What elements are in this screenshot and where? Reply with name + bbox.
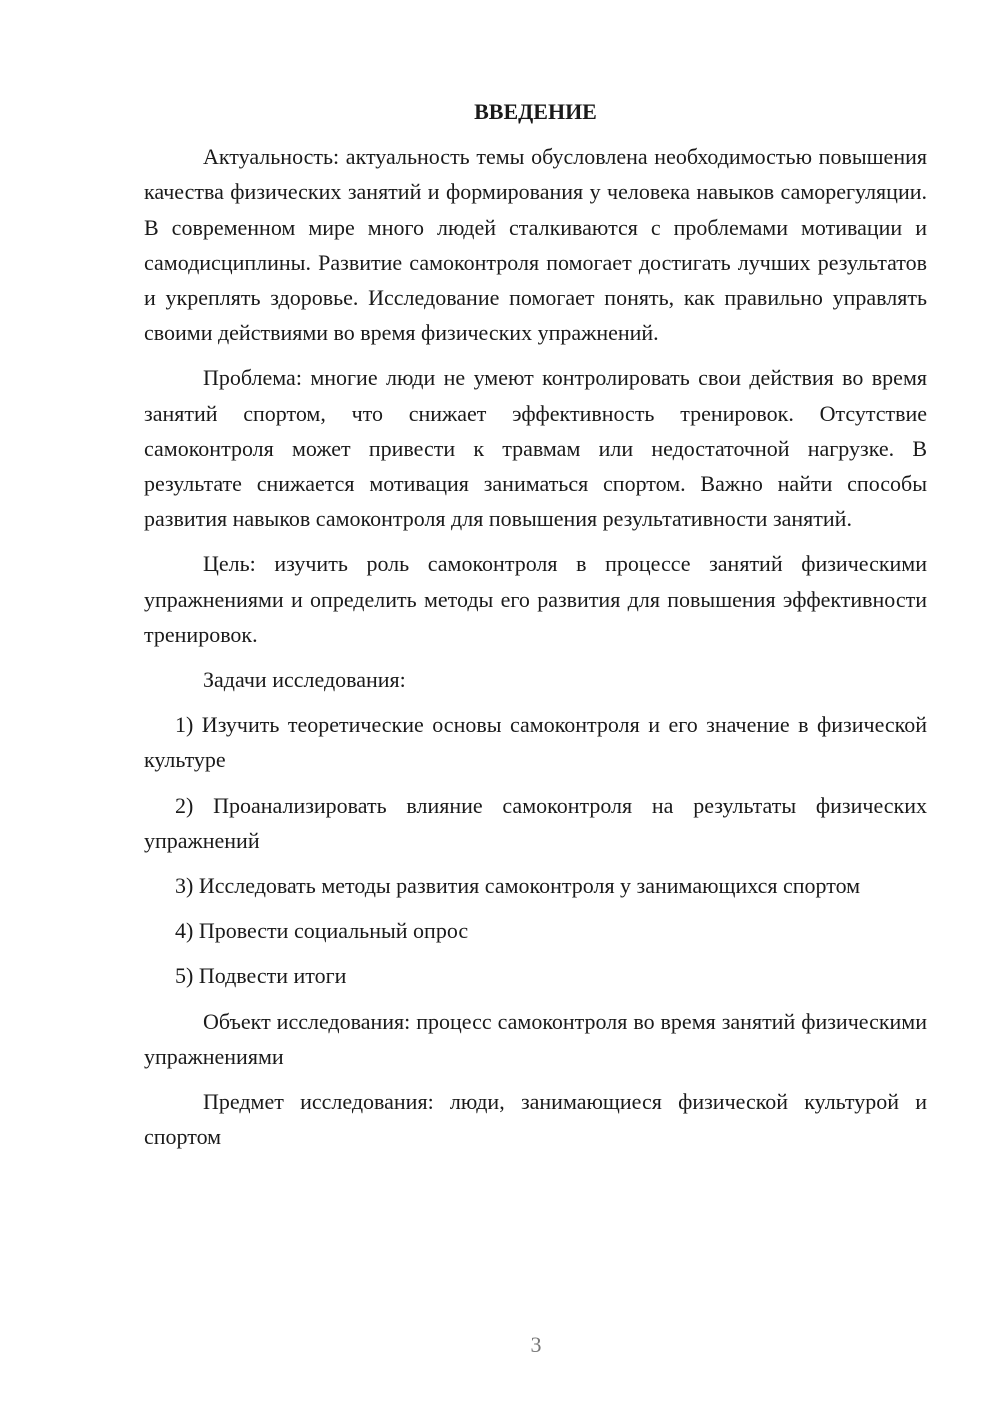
list-item-task-2: 2) Проанализировать влияние самоконтроля на результаты физических упражнений [144,792,927,853]
list-item-task-1: 1) Изучить теоретические основы самоконтроля и его значение в физической культуре [144,712,927,773]
list-item-task-5: 5) Подвести итоги [175,963,347,989]
page-title: ВВЕДЕНИЕ [474,99,597,124]
list-item-task-3: 3) Исследовать методы развития самоконтроля у занимающихся спортом [175,873,861,899]
paragraph-research-object: Объект исследования: процесс самоконтроля во время занятий физическими упражнениями [144,1008,927,1069]
paragraph-tasks-heading: Задачи исследования: [203,667,406,693]
paragraph-relevance: Актуальность: актуальность темы обусловлена необходимостью повышения качества физических занятий и формирования у человека навыков саморегуляции. В современном мире много людей сталкиваются с проблемами мотивации и самодисциплины. Развитие самоконтроля помогает достигать лучших результатов и укреплять здоровье. Исследование помогает понять, как правильно управлять своими действиями во время физических упражнений. [144,144,927,346]
list-item-task-4: 4) Провести социальный опрос [175,918,469,944]
page-number: 3 [530,1332,542,1357]
paragraph-problem: Проблема: многие люди не умеют контролировать свои действия во время занятий спортом, что снижает эффективность тренировок. Отсутствие самоконтроля может привести к травмам или недостаточной нагрузке. В результате снижается мотивация заниматься спортом. Важно найти способы развития навыков самоконтроля для повышения результативности занятий. [144,365,927,532]
paragraph-research-subject: Предмет исследования: люди, занимающиеся физической культурой и спортом [144,1089,927,1150]
paragraph-goal: Цель: изучить роль самоконтроля в процессе занятий физическими упражнениями и определить методы его развития для повышения эффективности тренировок. [144,551,927,647]
document-body [144,94,927,1154]
